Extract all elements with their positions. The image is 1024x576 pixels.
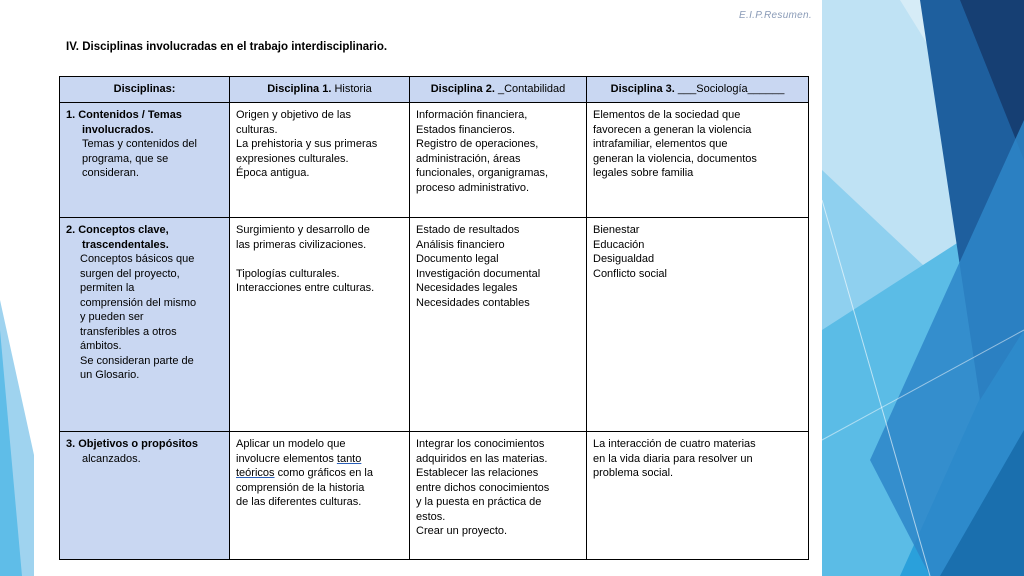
cell-historia-conceptos: Surgimiento y desarrollo de las primeras civilizaciones. Tipologías culturales. Interacciones entre culturas. xyxy=(230,218,410,432)
table-row xyxy=(60,218,809,432)
cell-sociologia-contenidos: Elementos de la sociedad que favorecen a generan la violencia intrafamiliar, elementos que generan la violencia, documentos legales sobre familia xyxy=(587,103,809,218)
cell-sociologia-objetivos: La interacción de cuatro materias en la vida diaria para resolver un problema social. xyxy=(587,432,809,560)
header-disciplinas: Disciplinas: xyxy=(60,77,230,103)
footer-text: E.I.P.Resumen. xyxy=(739,10,812,21)
table-row xyxy=(60,432,809,560)
section-title: IV. Disciplinas involucradas en el trabajo interdisciplinario. xyxy=(66,41,388,53)
table-row xyxy=(60,103,809,218)
header-disciplina-1: Disciplina 1. Historia xyxy=(230,77,410,103)
row-header-conceptos: 2. Conceptos clave, trascendentales. Conceptos básicos que surgen del proyecto, permiten la comprensión del mismo y pueden ser transferibles a otros ámbitos. Se consideran parte de un Glosario. xyxy=(60,218,230,432)
cell-historia-objetivos: Aplicar un modelo que involucre elementos tanto teóricos como gráficos en la comprensión de la historia de las diferentes culturas. xyxy=(230,432,410,560)
row-header-contenidos: 1. Contenidos / Temas involucrados. Temas y contenidos del programa, que se consideran. xyxy=(60,103,230,218)
header-disciplina-3: Disciplina 3. ___Sociología______ xyxy=(587,77,809,103)
cell-contabilidad-conceptos: Estado de resultados Análisis financiero Documento legal Investigación documental Necesidades legales Necesidades contables xyxy=(410,218,587,432)
cell-contabilidad-contenidos: Información financiera, Estados financieros. Registro de operaciones, administración, áreas funcionales, organigramas, proceso administrativo. xyxy=(410,103,587,218)
cell-contabilidad-objetivos: Integrar los conocimientos adquiridos en las materias. Establecer las relaciones entre dichos conocimientos y la puesta en práctica de estos. Crear un proyecto. xyxy=(410,432,587,560)
header-disciplina-2: Disciplina 2. _Contabilidad xyxy=(410,77,587,103)
cell-historia-contenidos: Origen y objetivo de las culturas. La prehistoria y sus primeras expresiones culturales. Época antigua. xyxy=(230,103,410,218)
disciplines-table xyxy=(59,76,809,560)
table-header-row xyxy=(60,77,809,103)
row-header-objetivos: 3. Objetivos o propósitos alcanzados. xyxy=(60,432,230,560)
cell-sociologia-conceptos: Bienestar Educación Desigualdad Conflicto social xyxy=(587,218,809,432)
